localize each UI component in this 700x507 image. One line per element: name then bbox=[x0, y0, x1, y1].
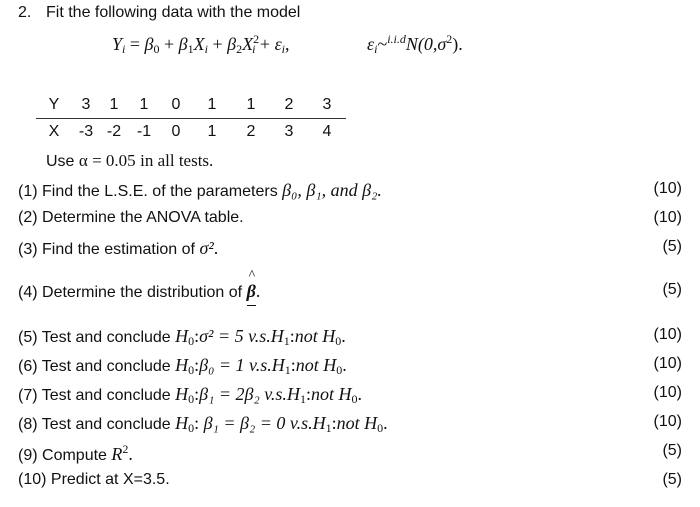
model-equation: $Y_i = \beta_0 + \beta_1X_i + \beta_2X^2_i + \varepsilon_i$, bbox=[112, 32, 290, 56]
task-1: (1) Find the L.S.E. of the parameters β₀, β₁, and β₂. bbox=[18, 180, 382, 200]
y-cell: 1 bbox=[100, 92, 128, 119]
task-6-points: (10) bbox=[653, 355, 682, 372]
x-cell: 2 bbox=[246, 123, 256, 140]
task-9: (9) Compute $R^2$. bbox=[18, 442, 133, 464]
data-table bbox=[36, 92, 346, 145]
task-7-points: (10) bbox=[653, 384, 682, 401]
x-cell: 0 bbox=[171, 123, 181, 140]
y-cell: 1 bbox=[232, 92, 270, 119]
task-3: (3) Find the estimation of σ². bbox=[18, 238, 219, 258]
task-6: (6) Test and conclude $H_0:\beta_0 = 1$ $v.s.H_1:not$ $H_0$. bbox=[18, 355, 347, 377]
task-2: (2) Determine the ANOVA table. bbox=[18, 209, 244, 226]
problem-number: 2. bbox=[18, 4, 32, 21]
table-row-x bbox=[36, 119, 346, 146]
x-label: X bbox=[48, 123, 60, 140]
beta-hat-vector: ^ β bbox=[247, 281, 256, 302]
y-cell: 1 bbox=[128, 92, 160, 119]
task-7: (7) Test and conclude $H_0:\beta_1 = 2\beta_2$ $v.s.H_1:not$ $H_0$. bbox=[18, 384, 362, 406]
task-8: (8) Test and conclude $H_0$: β₁ = β₂ = 0 $v.s.H_1:not$ $H_0$. bbox=[18, 413, 388, 435]
table-row-y bbox=[36, 92, 346, 119]
x-cell: 3 bbox=[284, 123, 294, 140]
task-8-points: (10) bbox=[653, 413, 682, 430]
task-10: (10) Predict at X=3.5. bbox=[18, 471, 170, 488]
y-cell: 3 bbox=[72, 92, 100, 119]
alpha-note: Use α = 0.05 in all tests. bbox=[46, 151, 214, 170]
y-cell: 2 bbox=[270, 92, 308, 119]
task-3-points: (5) bbox=[662, 238, 682, 255]
y-cell: 1 bbox=[192, 92, 232, 119]
x-cell: -1 bbox=[136, 123, 152, 140]
error-distribution: $\varepsilon_i\sim^{i.i.d}N(0,\sigma^2)$. bbox=[367, 32, 463, 56]
y-label: Y bbox=[36, 92, 72, 119]
x-cell: -3 bbox=[78, 123, 94, 140]
x-cell: -2 bbox=[106, 123, 122, 140]
x-cell: 1 bbox=[207, 123, 217, 140]
task-5: (5) Test and conclude $H_0:\sigma^2 = 5$ $v.s.H_1:not$ $H_0$. bbox=[18, 326, 346, 348]
task-4: (4) Determine the distribution of ^ β. bbox=[18, 281, 260, 302]
y-cell: 0 bbox=[160, 92, 192, 119]
task-2-points: (10) bbox=[653, 209, 682, 226]
task-5-points: (10) bbox=[653, 326, 682, 343]
task-10-points: (5) bbox=[662, 471, 682, 488]
task-4-points: (5) bbox=[662, 281, 682, 298]
y-cell: 3 bbox=[308, 92, 346, 119]
task-1-points: (10) bbox=[653, 180, 682, 197]
x-cell: 4 bbox=[322, 123, 332, 140]
task-9-points: (5) bbox=[662, 442, 682, 459]
problem-intro: Fit the following data with the model bbox=[46, 4, 301, 21]
